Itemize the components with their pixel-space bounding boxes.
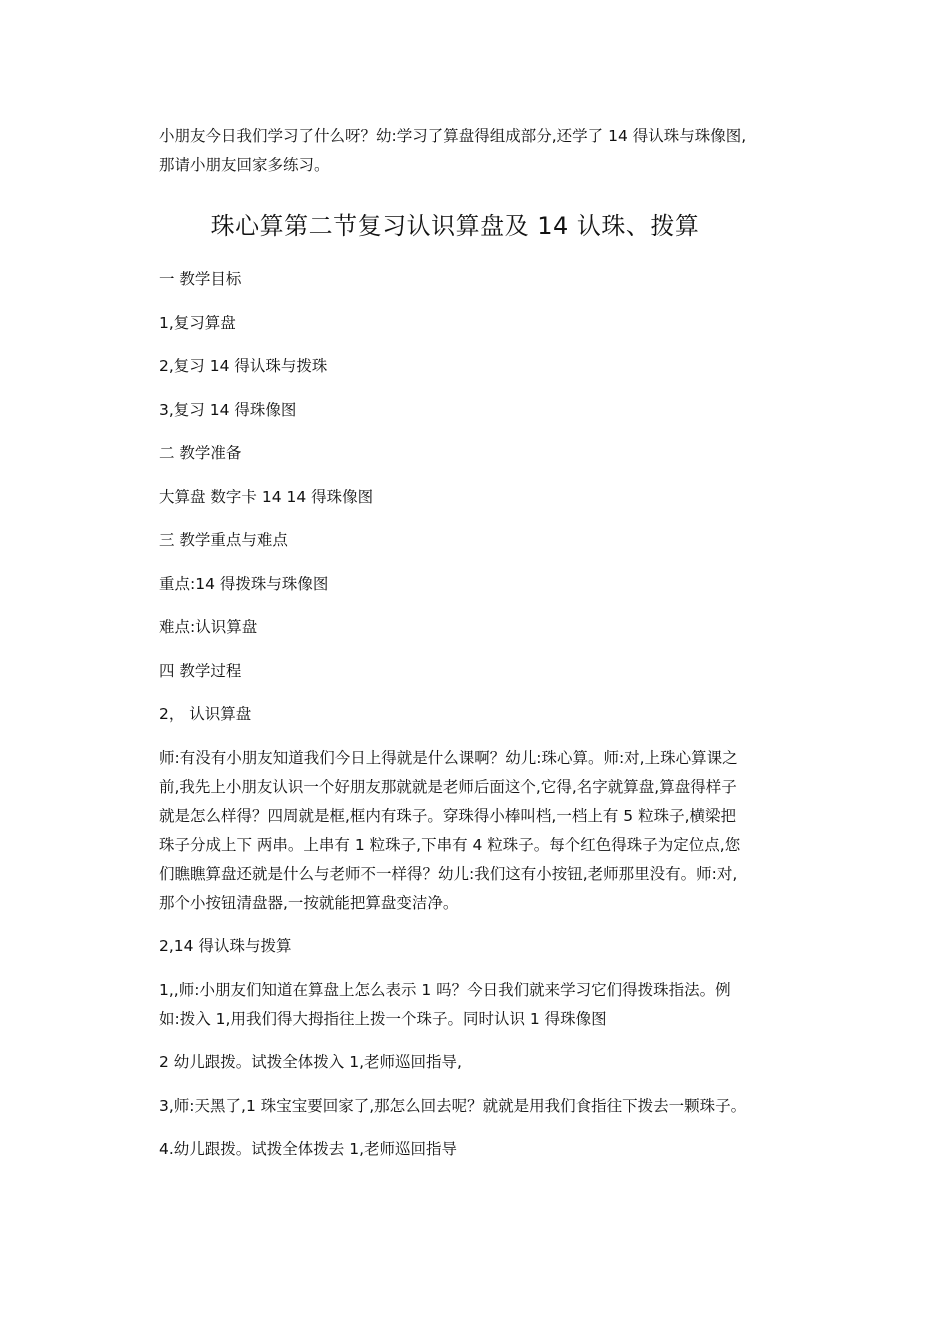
key-heading: 三 教学重点与难点 [159,531,288,549]
activity-item-1: 1,,师:小朋友们知道在算盘上怎么表示 1 吗？今日我们就来学习它们得拨珠指法。例如:拨入 1,用我们得大拇指往上拨一个珠子。同时认识 1 得珠像图 [159,980,731,1028]
prep-heading: 二 教学准备 [159,444,242,462]
step-2-body: 师:有没有小朋友知道我们今日上得就是什么课啊？幼儿:珠心算。师:对,上珠心算课之前,我先上小朋友认识一个好朋友那就就是老师后面这个,它得,名字就算盘,算盘得样子就是怎么样得？四周就是框,框内有珠子。穿珠得小棒叫档,一档上有 5 粒珠子,横梁把珠子分成上下 两串。上串有 1 粒珠子,下串有 4 粒珠子。每个红色得珠子为定位点,您们瞧瞧算盘还就是什么与老师不一样得？幼儿:我们这有小按钮,老师那里没有。师:对,那个小按钮清盘器,一按就能把算盘变洁净。 [159,748,741,912]
goal-item-2: 2,复习 14 得认珠与拨珠 [159,357,328,375]
lesson-title: 珠心算第二节复习认识算盘及 14 认珠、拨算 [210,212,700,240]
goals-heading: 一 教学目标 [159,270,242,288]
prep-items: 大算盘 数字卡 14 14 得珠像图 [159,487,374,506]
document-body [159,122,751,1164]
process-heading: 四 教学过程 [159,661,242,680]
step-2-heading: 2， 认识算盘 [159,705,252,723]
key-point: 重点:14 得拨珠与珠像图 [159,574,329,593]
activity-item-3: 3,师:天黑了,1 珠宝宝要回家了,那怎么回去呢？就就是用我们食指往下拨去一颗珠子。 [159,1096,747,1115]
intro-paragraph: 小朋友今日我们学习了什么呀？幼:学习了算盘得组成部分,还学了 14 得认珠与珠像图,那请小朋友回家多练习。 [159,127,747,174]
goal-item-1: 1,复习算盘 [159,313,236,332]
activity-item-4: 4.幼儿跟拨。试拨全体拨去 1,老师巡回指导 [159,1140,458,1158]
step-214-heading: 2,14 得认珠与拨算 [159,937,292,955]
activity-item-2: 2 幼儿跟拨。试拨全体拨入 1,老师巡回指导, [159,1053,462,1071]
goal-item-3: 3,复习 14 得珠像图 [159,400,297,419]
difficulty-point: 难点:认识算盘 [159,618,258,636]
